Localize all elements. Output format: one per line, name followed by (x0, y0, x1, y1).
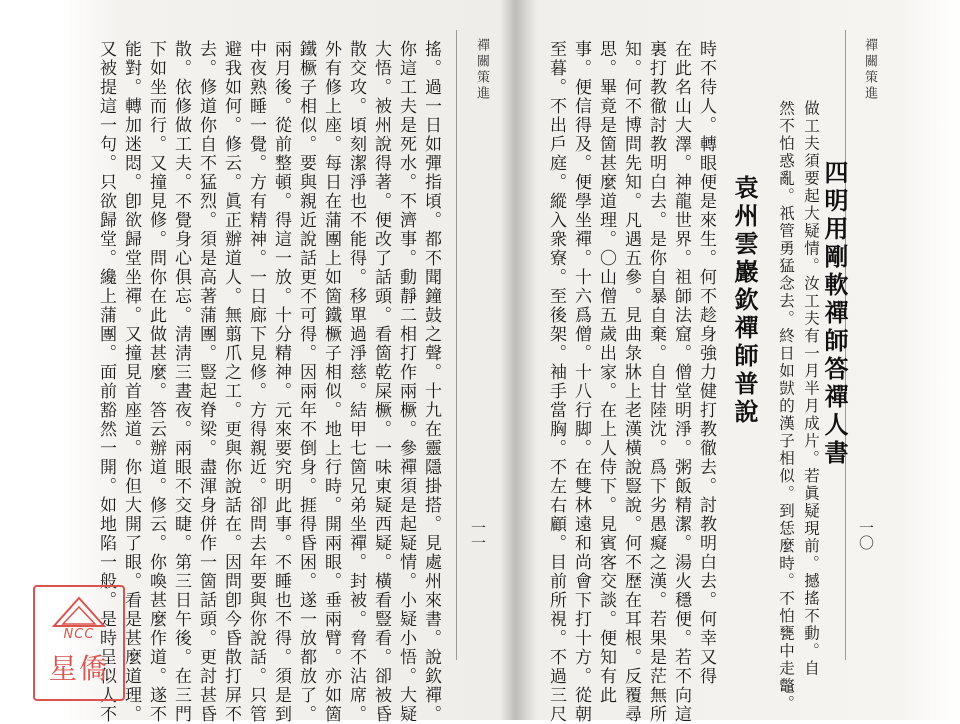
left-text-column: 散。依修做工夫。不覺身心俱忘。淸淸三晝夜。兩眼不交睫。第三日午後。在三門 (171, 40, 191, 724)
stamp-name-text: 星僑 (48, 652, 109, 685)
right-text-column: 事。便信得及。便學坐禪。十六爲僧。十八行脚。在雙林遠和尚會下打十方。從朝 (571, 40, 591, 724)
left-page (60, 0, 515, 724)
left-text-column: 中夜熟睡一覺。方有精神。一日廊下見修。方得親近。卻問去年要與你說話。只管 (246, 40, 266, 724)
left-text-column: 散交攻。頃刻潔淨也不能得。移單過淨慈。結甲七箇兄弟坐禪。封被。脅不沾席。 (346, 40, 366, 724)
left-text-column: 鐵橛子相似。要與親近說話更不可得。因兩年不倒身。捱得昏困。遂一放都放了。 (296, 40, 316, 724)
right-text-column: 知。何不博問先知。凡遇五參。見曲彔牀上老漢橫說豎說。何不歷在耳根。反覆尋 (621, 40, 641, 724)
left-text-column: 大悟。被州說得著。便改了話頭。看箇乾屎橛。一味東疑西疑。橫看豎看。卻被昏 (371, 40, 391, 724)
left-text-column: 又被提這一句。只欲歸堂。纔上蒲團。面前豁然一開。如地陷一般。是時呈似人不 (96, 40, 116, 724)
mountain-icon (51, 595, 107, 629)
right-text-column: 在此名山大澤。神龍世界。祖師法窟。僧堂明淨。粥飯精潔。湯火穩便。若不向這 (671, 40, 691, 724)
preface-column: 然不怕惑亂。祇管勇猛念去。終日如獃的漢子相似。到恁麼時。不怕甕中走鼈。 (777, 100, 795, 713)
stamp-ncc-text: NCC (63, 627, 95, 642)
left-text-column: 你這工夫是死水。不濟事。動靜二相打作兩橛。參禪須是起疑情。小疑小悟。大疑 (396, 40, 416, 724)
right-text-column: 至暮。不出戶庭。縱入衆寮。至後架。袖手當胸。不左右顧。目前所視。不過三尺 (546, 40, 566, 724)
left-text-column: 搖。過一日如彈指頃。都不聞鐘鼓之聲。十九在靈隱掛搭。見處州來書。說欽禪。 (421, 40, 441, 724)
right-text-column: 時不待人。轉眼便是來生。何不趁身強力健打教徹去。討教明白去。何幸又得 (696, 40, 716, 686)
right-page-number: 一〇 (857, 520, 875, 550)
left-text-column: 能對。轉加迷悶。卽欲歸堂坐禪。又撞見首座道。你但大開了眼。看是甚麼道理。 (121, 40, 141, 724)
left-text-column: 去。修道你自不猛烈。須是高著蒲團。豎起脊梁。盡渾身併作一箇話頭。更討甚昏 (196, 40, 216, 724)
right-text-column: 思。畢竟是箇甚麼道理。〇山僧五歲出家。在上人侍下。見賓客交談。便知有此 (596, 40, 616, 705)
right-text-column: 裏打教徹討教明白去。是你自暴自棄。自甘陸沈。爲下劣愚癡之漢。若果是茫無所 (646, 40, 666, 724)
left-header-rule (456, 30, 457, 660)
right-running-header: 禪關策進 (862, 38, 877, 102)
left-text-column: 避我如何。修云。眞正辦道人。無翦爪之工。更與你說話在。因問卽今昏散打屏不 (221, 40, 241, 724)
left-running-header: 禪關策進 (474, 38, 489, 102)
section-title-yunyan: 袁州雲巖欽禪師普說 (730, 175, 758, 427)
left-text-column: 兩月後。從前整頓。得這一放。十分精神。元來要究明此事。不睡也不得。須是到 (271, 40, 291, 724)
right-page (515, 0, 960, 724)
left-text-column: 下如坐而行。又撞見修。問你在此做甚麼。答云辦道。修云。你喚甚麼作道。遂不 (146, 40, 166, 724)
section-title-siximing: 四明用剛軟禪師答禪人書 (820, 160, 848, 468)
left-text-column: 外有修上座。每日在蒲團上如箇鐵橛子相似。地上行時。開兩眼。垂兩臂。亦如箇 (321, 40, 341, 724)
watermark-stamp (33, 585, 125, 701)
preface-column: 做工夫須要起大疑情。汝工夫有一月半月成片。若眞疑現前。撼搖不動。自 (802, 100, 820, 678)
left-page-number: 一一 (469, 520, 487, 550)
